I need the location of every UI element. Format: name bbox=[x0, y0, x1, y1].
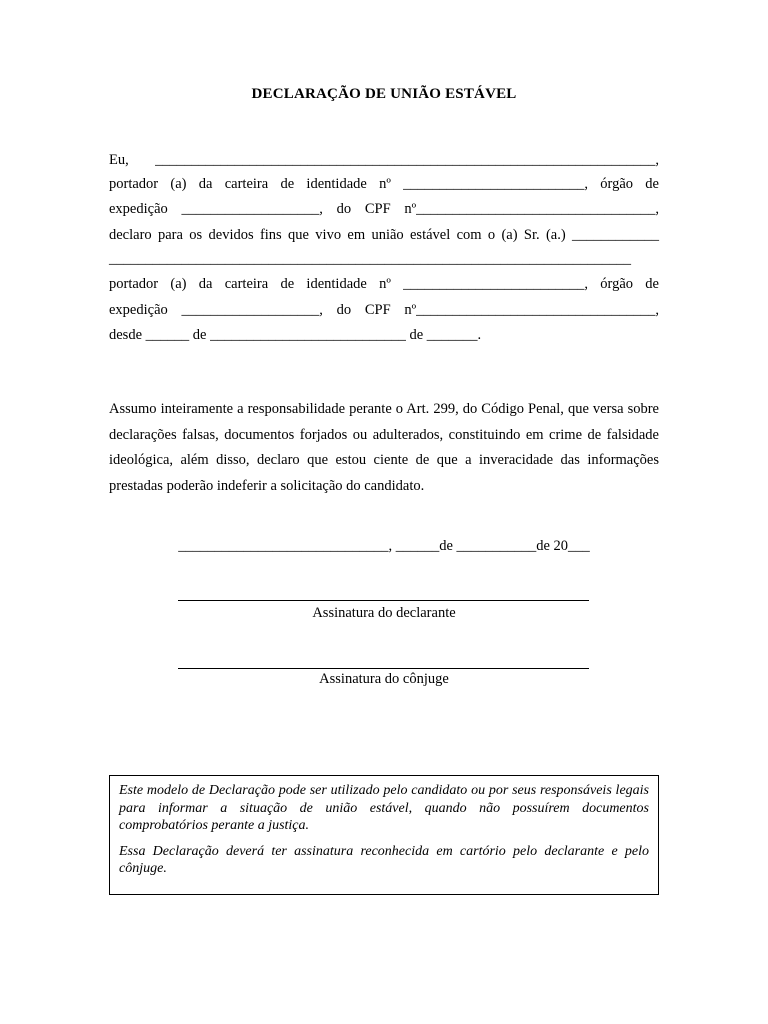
form-line-name: Eu, _____________________________________________________________________, bbox=[109, 152, 659, 168]
form-line-partner: declaro para os devidos fins que vivo em união estável com o (a) Sr. (a.) ____________ bbox=[109, 227, 659, 243]
responsibility-paragraph: Assumo inteiramente a responsabilidade perante o Art. 299, do Código Penal, que versa sobre declarações falsas, documentos forjados ou adulterados, constituindo em crime de falsidade ideológica, além disso, declaro que estou ciente de que a inveracidade das informações prestadas poderão indeferir a solicitação do candidato. bbox=[109, 401, 659, 494]
note-paragraph-notary: Essa Declaração deverá ter assinatura reconhecida em cartório pelo declarante e pelo cônjuge. bbox=[119, 843, 649, 876]
form-line-cpf-2: expedição ___________________, do CPF nº_________________________________, bbox=[109, 302, 659, 318]
note-box bbox=[109, 775, 659, 895]
declarant-signature-line bbox=[178, 600, 589, 601]
form-line-identity-1: portador (a) da carteira de identidade nº _________________________, órgão de bbox=[109, 176, 659, 192]
document-title: DECLARAÇÃO DE UNIÃO ESTÁVEL bbox=[251, 86, 517, 102]
form-line-since-date: desde ______ de ___________________________ de _______. bbox=[109, 327, 482, 343]
form-line-cpf-1: expedição ___________________, do CPF nº_________________________________, bbox=[109, 201, 659, 217]
form-line-identity-2: portador (a) da carteira de identidade nº _________________________, órgão de bbox=[109, 276, 659, 292]
spouse-signature-line bbox=[178, 668, 589, 669]
spouse-signature-label: Assinatura do cônjuge bbox=[319, 671, 449, 687]
declarant-signature-label: Assinatura do declarante bbox=[312, 605, 456, 621]
date-line: _____________________________, ______de ___________de 20___ bbox=[178, 538, 590, 554]
form-line-partner-name: ________________________________________________________________________ bbox=[109, 251, 631, 267]
note-paragraph-usage: Este modelo de Declaração pode ser utilizado pelo candidato ou por seus responsáveis legais para informar a situação de união estável, quando não possuírem documentos comprobatórios perante a justiça. bbox=[119, 783, 649, 833]
